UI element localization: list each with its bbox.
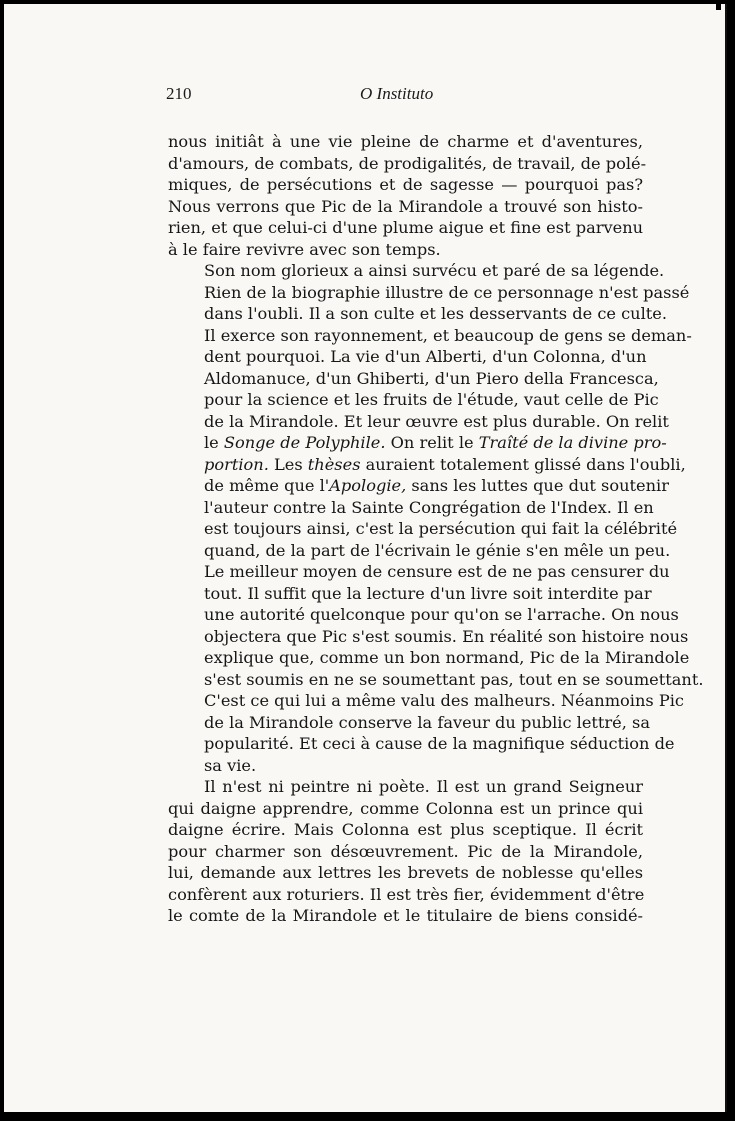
text-line: quand, de la part de l'écrivain le génie s'en mêle un peu. bbox=[204, 540, 671, 560]
page-number: 210 bbox=[166, 84, 192, 103]
book-title-theses: thèses bbox=[307, 454, 361, 474]
text-line bbox=[168, 454, 686, 476]
text-line: une autorité quelconque pour qu'on se l'arrache. On nous bbox=[204, 605, 679, 624]
text-line: qui daigne apprendre, comme Colonna est un prince qui bbox=[168, 798, 643, 818]
book-title-songe: Songe de Polyphile. bbox=[223, 433, 386, 452]
book-title-apologie: Apologie, bbox=[329, 476, 407, 495]
text-line: miques, de persécutions et de sagesse — pourquoi pas? bbox=[168, 175, 643, 194]
text-line: l'auteur contre la Sainte Congrégation de l'Index. Il en bbox=[204, 497, 654, 517]
text-line: d'amours, de combats, de prodigalités, de travail, de polé- bbox=[168, 153, 647, 173]
text-run: sans les luttes que dut soutenir bbox=[406, 476, 669, 495]
text-line: pour charmer son désœuvrement. Pic de la Mirandole, bbox=[168, 841, 643, 861]
text-line: le comte de la Mirandole et le titulaire de biens considé- bbox=[168, 906, 643, 925]
text-line: à le faire revivre avec son temps. bbox=[168, 239, 441, 259]
text-line: pour la science et les fruits de l'étude, vaut celle de Pic bbox=[204, 390, 659, 409]
text-line: Il n'est ni peintre ni poète. Il est un grand Seigneur bbox=[204, 777, 643, 796]
text-line: dans l'oubli. Il a son culte et les desservants de ce culte. bbox=[204, 304, 668, 323]
text-line: explique que, comme un bon normand, Pic de la Mirandole bbox=[204, 648, 690, 667]
text-run: le bbox=[204, 433, 224, 452]
scan-edge bbox=[716, 0, 721, 10]
book-page bbox=[4, 4, 727, 1114]
text-line: Aldomanuce, d'un Ghiberti, d'un Piero della Francesca, bbox=[204, 368, 659, 388]
text-line: lui, demande aux lettres les brevets de noblesse qu'elles bbox=[168, 863, 643, 882]
book-title-traite-cont: portion. bbox=[204, 454, 269, 474]
text-line: C'est ce qui lui a même valu des malheurs. Néanmoins Pic bbox=[204, 691, 684, 710]
paragraph-2 bbox=[168, 260, 704, 776]
text-line: popularité. Et ceci à cause de la magnifique séduction de bbox=[204, 734, 675, 753]
text-line: rien, et que celui-ci d'une plume aigue et fine est parvenu bbox=[168, 218, 644, 237]
text-run: Les bbox=[268, 454, 308, 474]
text-line: Nous verrons que Pic de la Mirandole a trouvé son histo- bbox=[168, 196, 643, 216]
text-line: Rien de la biographie illustre de ce personnage n'est passé bbox=[204, 282, 690, 302]
text-line: Le meilleur moyen de censure est de ne pas censurer du bbox=[204, 562, 670, 581]
paragraph-1 bbox=[168, 131, 647, 260]
text-line: de la Mirandole conserve la faveur du public lettré, sa bbox=[204, 712, 651, 732]
text-line: dent pourquoi. La vie d'un Alberti, d'un Colonna, d'un bbox=[204, 347, 647, 366]
book-title-traite: Traîté de la divine pro- bbox=[478, 433, 667, 452]
text-line: nous initiât à une vie pleine de charme et d'aventures, bbox=[168, 132, 643, 151]
text-line: objectera que Pic s'est soumis. En réalité son histoire nous bbox=[204, 626, 689, 646]
text-line: de la Mirandole. Et leur œuvre est plus durable. On relit bbox=[204, 411, 669, 431]
text-line: Il exerce son rayonnement, et beaucoup de gens se deman- bbox=[204, 325, 692, 345]
text-line: confèrent aux roturiers. Il est très fier, évidemment d'être bbox=[168, 884, 645, 904]
text-line: sa vie. bbox=[204, 755, 257, 775]
scan-edge bbox=[0, 1112, 735, 1121]
text-line: s'est soumis en ne se soumettant pas, tout en se soumettant. bbox=[204, 669, 704, 689]
paragraph-3 bbox=[168, 776, 643, 927]
text-line bbox=[168, 475, 669, 497]
body-text bbox=[168, 131, 704, 927]
text-line: est toujours ainsi, c'est la persécution qui fait la célébrité bbox=[204, 519, 678, 538]
text-line: daigne écrire. Mais Colonna est plus sceptique. Il écrit bbox=[168, 820, 643, 839]
text-line: Son nom glorieux a ainsi survécu et paré de sa légende. bbox=[204, 261, 665, 280]
text-run: On relit le bbox=[385, 433, 479, 452]
text-run: auraient totalement glissé dans l'oubli, bbox=[360, 454, 686, 474]
running-title: O Instituto bbox=[360, 84, 434, 103]
text-line: tout. Il suffit que la lecture d'un livre soit interdite par bbox=[204, 583, 652, 603]
page-header bbox=[164, 84, 644, 106]
text-line bbox=[168, 432, 667, 454]
text-run: de même que l' bbox=[204, 476, 330, 495]
